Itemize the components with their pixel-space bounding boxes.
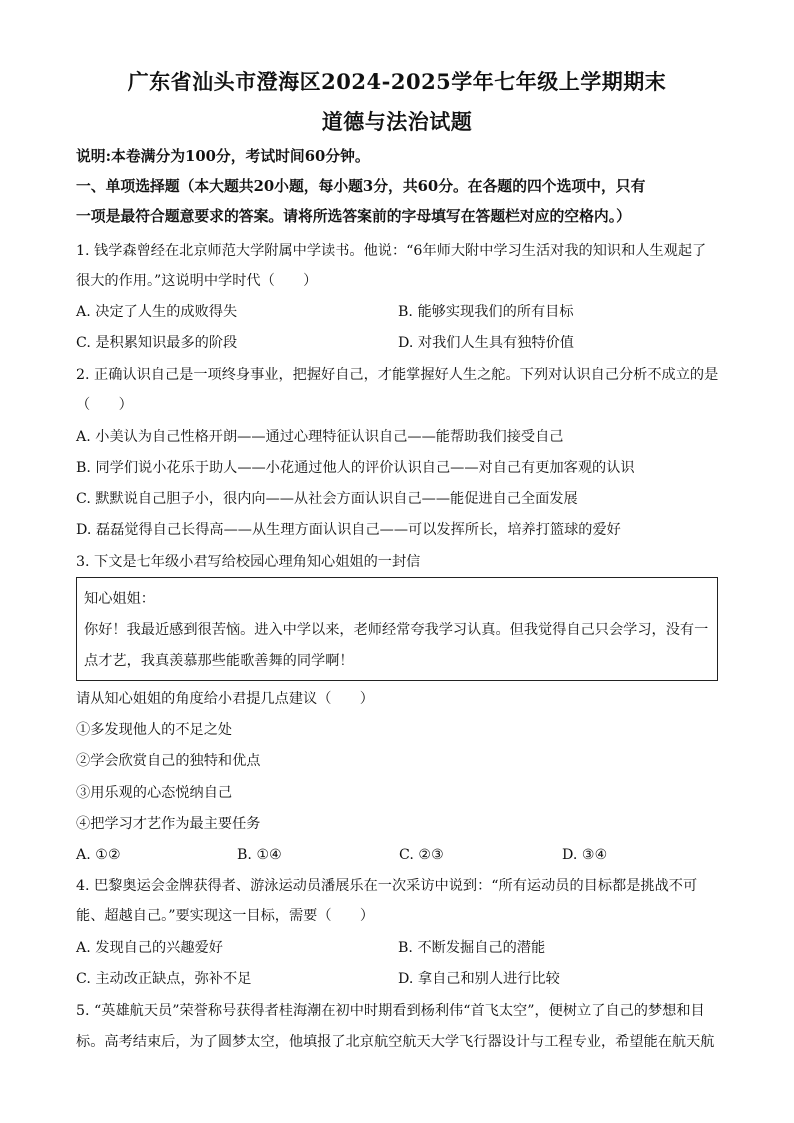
section-heading-line2: 一项是最符合题意要求的答案。请将所选答案前的字母填写在答题栏对应的空格内。） (76, 208, 631, 225)
q3-item-2: ②学会欣赏自己的独特和优点 (76, 753, 261, 769)
q5-stem-line2: 标。高考结束后，为了圆梦太空，他填报了北京航空航天大学飞行器设计与工程专业，希望能在航天航 (76, 1034, 715, 1050)
q5-stem-line1: 5. “英雄航天员”荣誉称号获得者桂海潮在初中时期看到杨利伟“首飞太空”，便树立了自己的梦想和目 (76, 1003, 705, 1019)
section-heading-line1: 一、单项选择题（本大题共20小题，每小题3分，共60分。在各题的四个选项中，只有 (76, 178, 646, 195)
q4-stem-line2: 能、超越自己。”要实现这一目标，需要（ ） (76, 908, 375, 924)
q4-option-a[interactable]: A. 发现自己的兴趣爱好 (76, 940, 223, 956)
q1-option-b[interactable]: B. 能够实现我们的所有目标 (398, 304, 574, 320)
q4-option-c[interactable]: C. 主动改正缺点，弥补不足 (76, 971, 252, 987)
q3-stem: 3. 下文是七年级小君写给校园心理角知心姐姐的一封信 (76, 554, 421, 570)
q2-option-d[interactable]: D. 磊磊觉得自己长得高——从生理方面认识自己——可以发挥所长，培养打篮球的爱好 (76, 522, 621, 538)
q1-option-a[interactable]: A. 决定了人生的成败得失 (76, 304, 238, 320)
q3-question: 请从知心姐姐的角度给小君提几点建议（ ） (76, 691, 374, 707)
letter-body-line1: 你好！我最近感到很苦恼。进入中学以来，老师经常夸我学习认真。但我觉得自己只会学习，没有一 (84, 622, 709, 638)
q3-option-a[interactable]: A. ①② (76, 847, 121, 863)
q3-option-c[interactable]: C. ②③ (399, 847, 444, 863)
q1-option-d[interactable]: D. 对我们人生具有独特价值 (398, 335, 574, 351)
q2-stem-line1: 2. 正确认识自己是一项终身事业，把握好自己，才能掌握好人生之舵。下列对认识自己分析不成立的是 (76, 367, 719, 383)
q4-stem-line1: 4. 巴黎奥运会金牌获得者、游泳运动员潘展乐在一次采访中说到：“所有运动员的目标都是挑战不可 (76, 878, 698, 894)
letter-body-line2: 点才艺，我真羡慕那些能歌善舞的同学啊！ (84, 653, 354, 669)
q3-option-d[interactable]: D. ③④ (562, 847, 608, 863)
page-title: 广东省汕头市澄海区2024-2025学年七年级上学期期末 (127, 69, 667, 94)
q3-option-b[interactable]: B. ①④ (237, 847, 282, 863)
q3-item-3: ③用乐观的心态悦纳自己 (76, 785, 233, 801)
q2-option-a[interactable]: A. 小美认为自己性格开朗——通过心理特征认识自己——能帮助我们接受自己 (76, 429, 564, 445)
q3-item-1: ①多发现他人的不足之处 (76, 722, 233, 738)
instructions: 说明:本卷满分为100分，考试时间60分钟。 (76, 148, 370, 165)
q1-stem-line1: 1. 钱学森曾经在北京师范大学附属中学读书。他说：“6年师大附中学习生活对我的知识和人生观起了 (76, 243, 707, 259)
q2-stem-line2: （ ） (76, 397, 133, 413)
q4-option-b[interactable]: B. 不断发掘自己的潜能 (398, 940, 546, 956)
q2-option-c[interactable]: C. 默默说自己胆子小，很内向——从社会方面认识自己——能促进自己全面发展 (76, 491, 578, 507)
page-subtitle: 道德与法治试题 (321, 109, 473, 134)
q1-option-c[interactable]: C. 是积累知识最多的阶段 (76, 335, 238, 351)
q2-option-b[interactable]: B. 同学们说小花乐于助人——小花通过他人的评价认识自己——对自己有更加客观的认识 (76, 460, 635, 476)
q4-option-d[interactable]: D. 拿自己和别人进行比较 (398, 971, 560, 987)
q3-item-4: ④把学习才艺作为最主要任务 (76, 816, 261, 832)
letter-salutation: 知心姐姐： (84, 591, 155, 607)
q1-stem-line2: 很大的作用。”这说明中学时代（ ） (76, 273, 318, 289)
